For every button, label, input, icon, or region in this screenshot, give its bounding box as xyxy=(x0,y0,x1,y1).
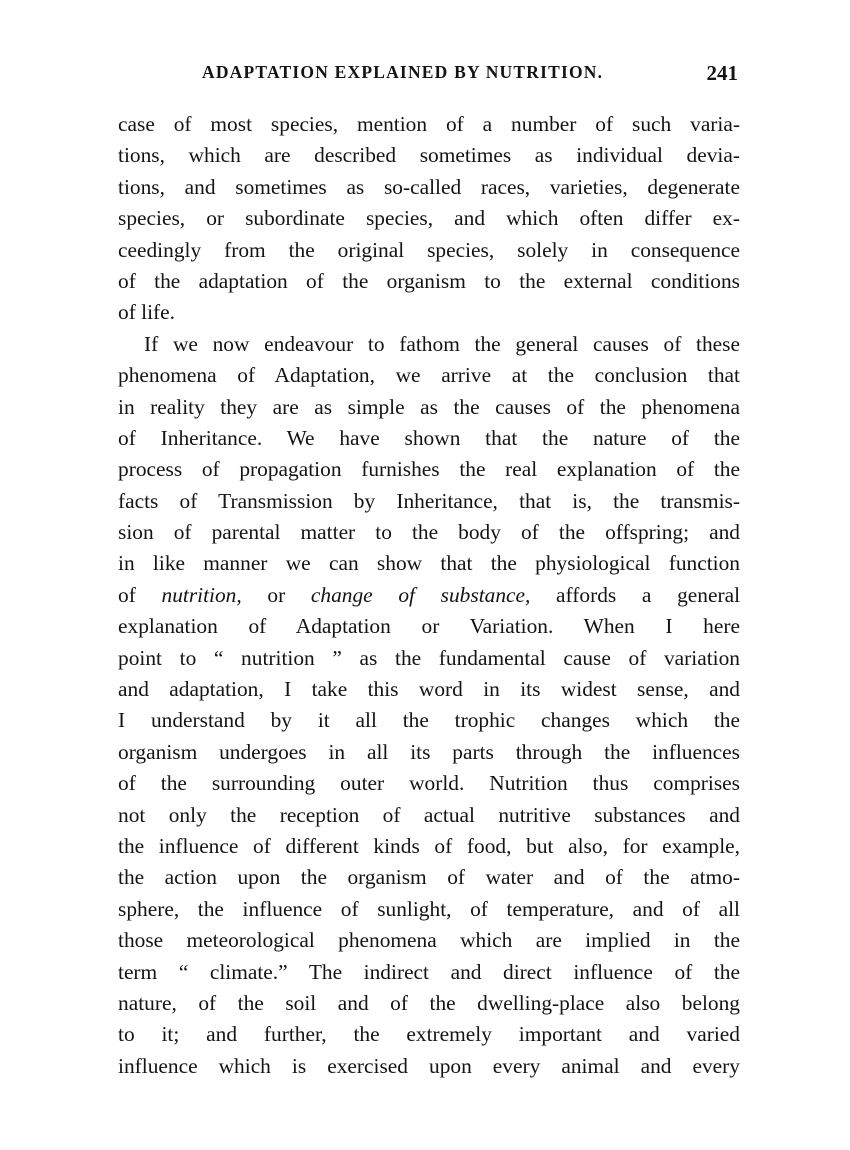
text-line: point to “ nutrition ” as the fundamental cause of variation xyxy=(118,645,740,670)
text-line: of Inheritance. We have shown that the nature of the xyxy=(118,425,740,450)
running-title: ADAPTATION EXPLAINED BY NUTRITION. xyxy=(202,62,604,82)
text-line: I understand by it all the trophic changes which the xyxy=(118,708,740,733)
text-line-with-italics xyxy=(118,580,740,611)
paragraph-continuation xyxy=(118,109,740,329)
body-text xyxy=(118,109,740,1082)
text-line: process of propagation furnishes the real explanation of the xyxy=(118,457,740,482)
text-line: explanation of Adaptation or Variation. When I here xyxy=(118,614,740,639)
text-line: facts of Transmission by Inheritance, that is, the transmis- xyxy=(118,488,740,513)
italic-term-nutrition: nutrition, xyxy=(161,582,242,607)
text-line: term “ climate.” The indirect and direct influence of the xyxy=(118,959,740,984)
paragraph-nutrition xyxy=(118,329,740,1082)
text-line: in reality they are as simple as the causes of the phenomena xyxy=(118,394,740,419)
text-line: in like manner we can show that the physiological function xyxy=(118,551,740,576)
text-line: If we now endeavour to fathom the general causes of these xyxy=(144,331,740,356)
text-line: of the surrounding outer world. Nutrition thus comprises xyxy=(118,771,740,796)
text-line: tions, and sometimes as so-called races, varieties, degenerate xyxy=(118,174,740,199)
text-line: influence which is exercised upon every animal and every xyxy=(118,1053,740,1078)
text-line: of the adaptation of the organism to the external conditions xyxy=(118,268,740,293)
text-line: those meteorological phenomena which are implied in the xyxy=(118,928,740,953)
text-line: organism undergoes in all its parts through the influences xyxy=(118,739,740,764)
italic-term-change-of-substance: change of substance, xyxy=(310,582,531,607)
text-line: ceedingly from the original species, solely in consequence xyxy=(118,237,740,262)
text-line: not only the reception of actual nutritive substances and xyxy=(118,802,740,827)
text-line: to it; and further, the extremely important and varied xyxy=(118,1022,740,1047)
text-line: phenomena of Adaptation, we arrive at the conclusion that xyxy=(118,363,740,388)
running-head xyxy=(118,62,740,88)
text-line: the influence of different kinds of food, but also, for example, xyxy=(118,833,740,858)
text-line: species, or subordinate species, and which often differ ex- xyxy=(118,206,740,231)
text-line: case of most species, mention of a number of such varia- xyxy=(118,112,740,136)
page-number: 241 xyxy=(706,61,738,85)
text-line: nature, of the soil and of the dwelling-place also belong xyxy=(118,990,740,1015)
text-line: tions, which are described sometimes as individual devia- xyxy=(118,143,740,168)
line-text: or xyxy=(241,582,311,607)
line-text: of xyxy=(118,582,162,607)
text-line: of life. xyxy=(118,300,176,325)
text-line: and adaptation, I take this word in its widest sense, and xyxy=(118,677,740,702)
text-line: sphere, the influence of sunlight, of temperature, and of all xyxy=(118,896,740,921)
text-line: sion of parental matter to the body of the offspring; and xyxy=(118,520,740,545)
line-text: affords a general xyxy=(530,582,741,607)
text-line: the action upon the organism of water and of the atmo- xyxy=(118,865,740,890)
